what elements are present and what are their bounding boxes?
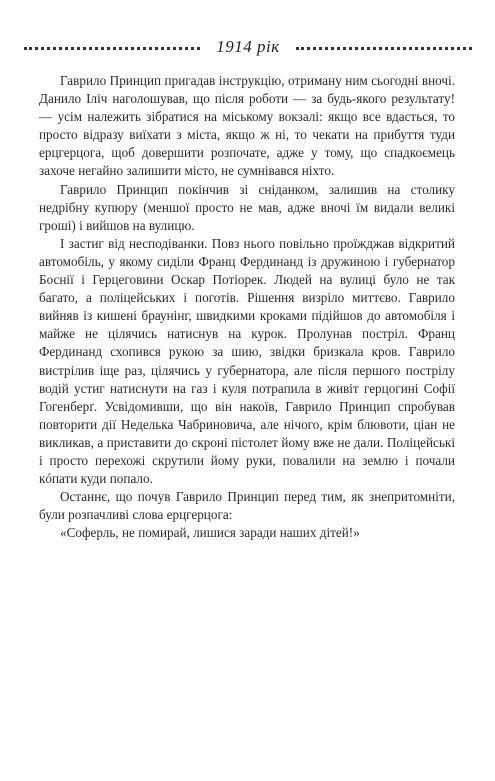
body-text	[39, 72, 455, 542]
paragraph: Останнє, що почув Гаврило Принцип перед тим, як знепритомніти, були розпачливі слова ерцгерцога:	[39, 489, 455, 523]
paragraph: Гаврило Принцип покінчив зі сніданком, залишив на столику недрібну купюру (меншої просто не мав, адже вночі їм видали великі гроші) і вийшов на вулицю.	[39, 181, 455, 233]
header-dotted-rule-right	[296, 47, 472, 50]
running-header	[24, 36, 472, 58]
paragraph: «Соферль, не помирай, лишися заради наших дітей!»	[60, 525, 360, 541]
header-dotted-rule-left	[24, 47, 200, 50]
paragraph: І застиг від несподіванки. Повз нього повільно проїжджав відкритий автомобіль, у якому сиділи Франц Фердинанд із дружиною і губернатор Боснії і Герцеговини Оскар Потіорек. Людей на вулиці було не так багато, а поліцейських і поготів. Рішення визріло миттєво. Гаврило вийняв із кишені браунінг, швидкими кроками підійшов до автомобіля і майже не цілячись натиснув на курок. Пролунав постріл. Франц Фердинанд схопився рукою за шию, звідки бризкала кров. Гаврило вистрілив іще раз, цілячись у губернатора, але після першого пострілу водій устиг натиснути на газ і куля потрапила в живіт герцогині Софії Гогенберґ. Усвідомивши, що він накоїв, Гаврило Принцип спробував повторити дії Неделька Чабриновича, але нічого, крім блювоти, ціан не викликав, а приставити до скроні пістолет йому вже не дали. Поліцейські і просто перехожі скрутили йому руки, повалили на землю і почали кóпати куди попало.	[39, 235, 455, 487]
header-title: 1914 рік	[216, 37, 280, 56]
paragraph: Гаврило Принцип пригадав інструкцію, отриману ним сьогодні вночі. Данило Іліч наголошував, що після роботи — за будь-якого результату! — усім належить зібратися на міському вокзалі: якщо все вдасться, то просто відразу виїхати з міста, якщо ж ні, то чекати на прибуття туди ерцгерцога, щоб довершити розпочате, адже у тому, що спадкоємець захоче негайно залишити місто, не сумнівався ніхто.	[39, 73, 455, 179]
